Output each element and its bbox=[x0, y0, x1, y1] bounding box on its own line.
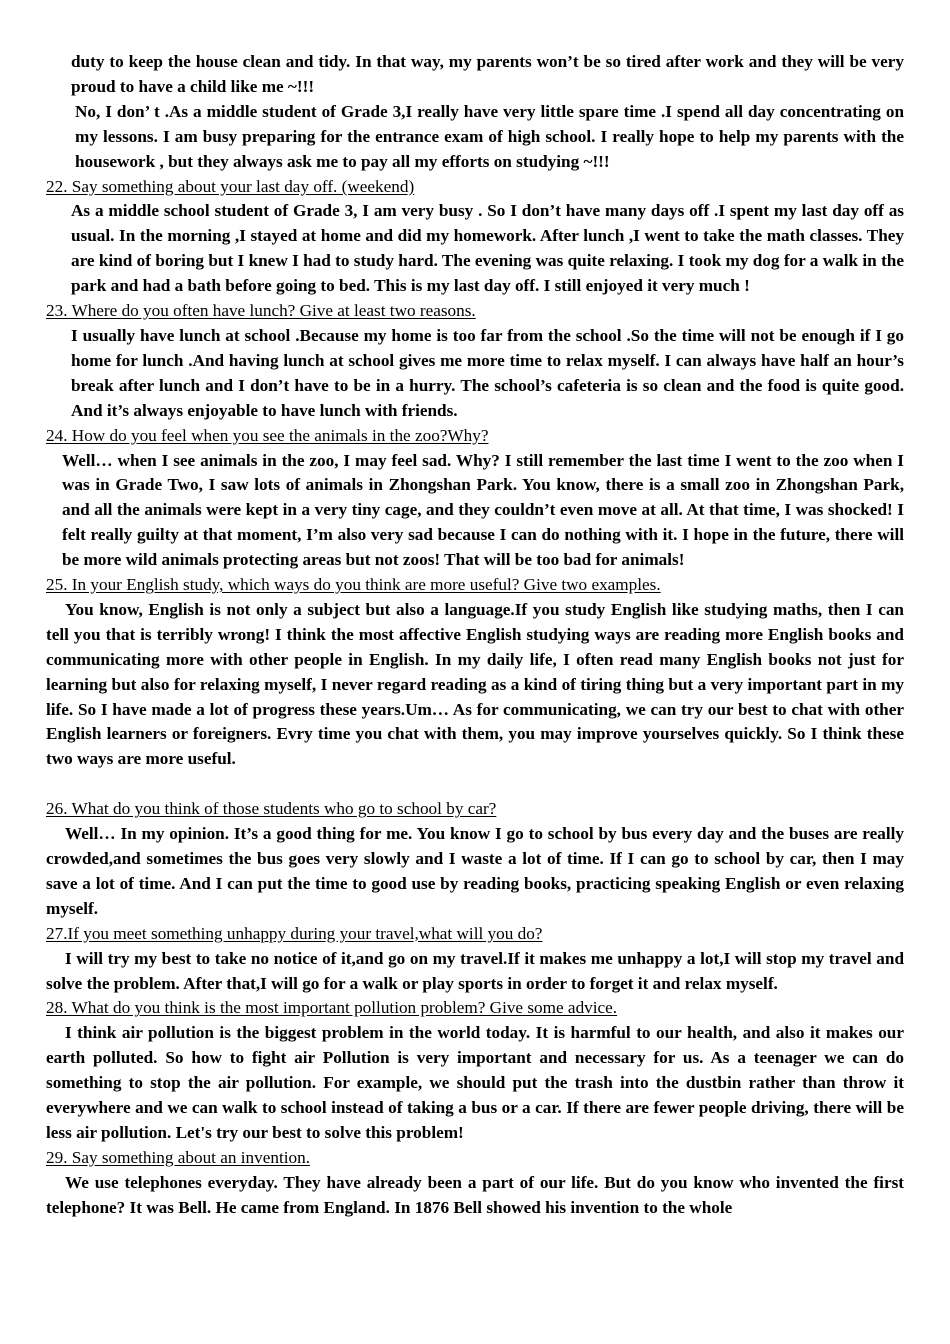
question-28: 28. What do you think is the most important pollution problem? Give some advice. bbox=[46, 998, 618, 1018]
answer-22: As a middle school student of Grade 3, I am very busy . So I don’t have many days off .I spent my last day off as usual. In the morning ,I stayed at home and did my homework. After lunch ,I went to take the math classes. They are kind of boring but I knew I had to study hard. The evening was quite relaxing. I took my dog for a walk in the park and had a bath before going to bed. This is my last day off. I still enjoyed it very much ! bbox=[71, 201, 904, 296]
intro-paragraph-2: No, I don’ t .As a middle student of Grade 3,I really have very little spare time .I spend all day concentrating on my lessons. I am busy preparing for the entrance exam of high school. I really hope to help my parents with the housework , but they always ask me to pay all my efforts on studying ~!!! bbox=[75, 101, 904, 171]
question-26: 26. What do you think of those students who go to school by car? bbox=[46, 799, 497, 819]
document-page bbox=[46, 50, 904, 1221]
answer-28: I think air pollution is the biggest problem in the world today. It is harmful to our health, and also it makes our earth polluted. So how to fight air Pollution is very important and necessary for us. As a teenager we can do something to stop the air pollution. For example, we should put the trash into the dustbin rather than throw it everywhere and we can walk to school instead of taking a bus or a car. If there are fewer people driving, there will be less air pollution. Let's try our best to solve this problem! bbox=[46, 1023, 904, 1142]
intro-paragraph-1: duty to keep the house clean and tidy. In that way, my parents won’t be so tired after work and they will be very proud to have a child like me ~!!! bbox=[71, 52, 904, 96]
blank-line bbox=[46, 772, 904, 797]
question-22: 22. Say something about your last day off. (weekend) bbox=[46, 176, 415, 196]
answer-24: Well… when I see animals in the zoo, I may feel sad. Why? I still remember the last time I went to the zoo when I was in Grade Two, I saw lots of animals in Zhongshan Park. You know, there is a small zoo in Zhongshan Park, and all the animals were kept in a very tiny cage, and they couldn’t even move at all. At that time, I was shocked! I felt really guilty at that moment, I’m also very sad because I can do nothing with it. I hope in the future, there will be more wild animals protecting areas but not zoos! That will be too bad for animals! bbox=[62, 450, 904, 570]
question-24: 24. How do you feel when you see the animals in the zoo?Why? bbox=[46, 425, 489, 445]
question-29: 29. Say something about an invention. bbox=[46, 1147, 310, 1167]
answer-27: I will try my best to take no notice of it,and go on my travel.If it makes me unhappy a lot,I will stop my travel and solve the problem. After that,I will go for a walk or play sports in order to forget it and relax myself. bbox=[46, 948, 904, 993]
question-23: 23. Where do you often have lunch? Give at least two reasons. bbox=[46, 301, 476, 321]
answer-23: I usually have lunch at school .Because my home is too far from the school .So the time will not be enough if I go home for lunch .And having lunch at school gives me more time to relax myself. I can always have half an hour’s break after lunch and I don’t have to be in a hurry. The school’s cafeteria is so clean and the food is quite good. And it’s always enjoyable to have lunch with friends. bbox=[71, 325, 904, 420]
answer-26: Well… In my opinion. It’s a good thing for me. You know I go to school by bus every day and the buses are really crowded,and sometimes the bus goes very slowly and I waste a lot of time. If I can go to school by car, then I may save a lot of time. And I can put the time to good use by reading books, practicing speaking English or even relaxing myself. bbox=[46, 824, 904, 918]
answer-25: You know, English is not only a subject but also a language.If you study English like studying maths, then I can tell you that is terribly wrong! I think the most affective English studying ways are reading more English books and communicating more with other people in English. In my daily life, I often read many English books not just for learning but also for relaxing myself, I never regard reading as a kind of tiring thing but a very important part in my life. So I have made a lot of progress these years.Um… As for communicating, we can try our best to chat with other English learners or foreigners. Evry time you chat with them, you may improve yourselves quickly. So I think these two ways are more useful. bbox=[46, 599, 904, 769]
question-25: 25. In your English study, which ways do you think are more useful? Give two examples. bbox=[46, 575, 661, 595]
question-27: 27.If you meet something unhappy during your travel,what will you do? bbox=[46, 923, 543, 943]
answer-29: We use telephones everyday. They have already been a part of our life. But do you know who invented the first telephone? It was Bell. He came from England. In 1876 Bell showed his invention to the whole bbox=[46, 1172, 904, 1217]
